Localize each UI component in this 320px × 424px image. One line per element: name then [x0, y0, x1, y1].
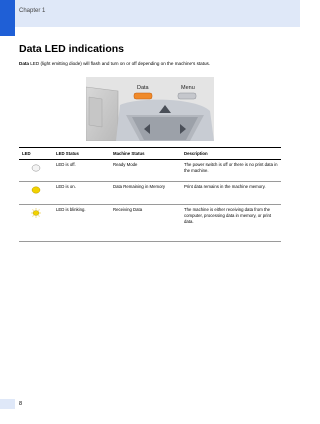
col-led: LED — [19, 148, 53, 160]
data-label: Data — [137, 85, 149, 91]
led-on-icon — [31, 185, 41, 195]
description-cell: Print data remains in the machine memory. — [181, 182, 281, 205]
intro-paragraph — [19, 61, 289, 66]
description-cell: The power switch is off or there is no print data in the machine. — [181, 160, 281, 182]
led-status-cell: LED is off. — [53, 160, 110, 182]
description-cell: The machine is either receiving data from the computer, processing data in memory, or print data. — [181, 205, 281, 242]
control-panel-drawing — [86, 77, 214, 141]
led-status-cell: LED is blinking. — [53, 205, 110, 242]
table-row — [19, 182, 281, 205]
table-row — [19, 205, 281, 242]
intro-text: LED (light emitting diode) will flash and turn on or off depending on the machine’s status. — [28, 61, 211, 66]
menu-label: Menu — [181, 85, 195, 91]
machine-status-cell: Ready Mode — [110, 160, 181, 182]
data-led-icon — [134, 93, 152, 99]
led-blinking-icon — [31, 208, 41, 218]
col-led-status: LED Status — [53, 148, 110, 160]
led-status-cell: LED is on. — [53, 182, 110, 205]
led-indications-table — [19, 147, 281, 242]
chapter-label: Chapter 1 — [19, 8, 46, 14]
control-panel-illustration — [86, 77, 214, 141]
machine-status-cell: Receiving Data — [110, 205, 181, 242]
section-title: Data LED indications — [19, 43, 125, 55]
table-header-row — [19, 148, 281, 160]
col-machine-status: Machine Status — [110, 148, 181, 160]
menu-button-icon — [178, 93, 196, 99]
machine-status-cell: Data Remaining in Memory — [110, 182, 181, 205]
col-description: Description — [181, 148, 281, 160]
table-row — [19, 160, 281, 182]
page-number: 8 — [19, 401, 23, 407]
chapter-tab-marker — [0, 0, 15, 36]
intro-bold-term: Data — [19, 61, 29, 66]
page-number-tab — [0, 399, 15, 409]
led-off-icon — [31, 163, 41, 173]
